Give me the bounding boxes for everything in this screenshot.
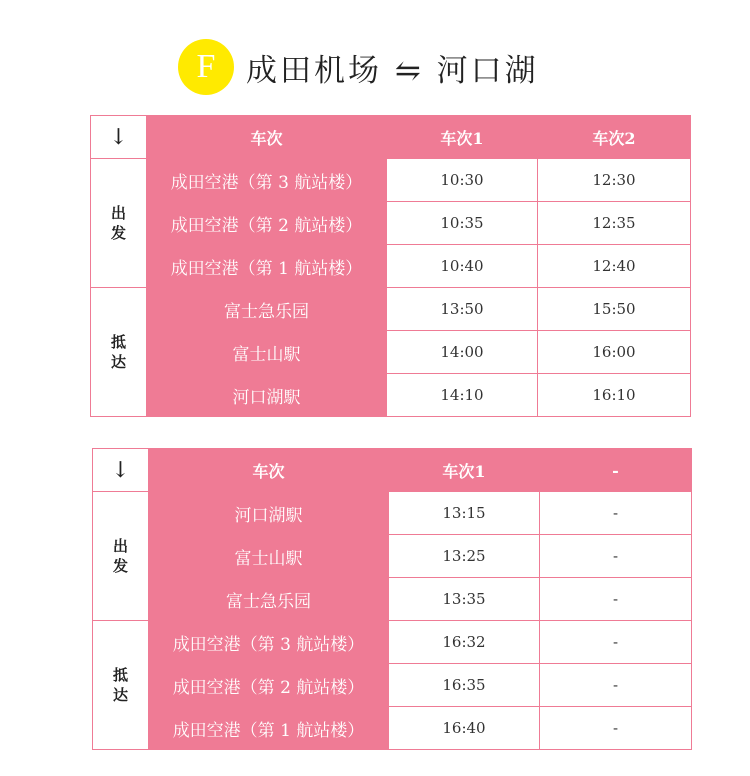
time-cell: 13:15 — [389, 492, 540, 535]
time-cell: 12:40 — [538, 245, 691, 288]
time-cell: 16:10 — [538, 374, 691, 417]
time-cell: 12:30 — [538, 159, 691, 202]
route-badge: F — [178, 39, 234, 95]
table-row — [93, 707, 692, 750]
time-cell: 10:35 — [387, 202, 538, 245]
timetable-return — [92, 448, 692, 750]
time-cell: 10:40 — [387, 245, 538, 288]
station-cell: 成田空港（第 2 航站楼） — [147, 202, 387, 245]
table-row — [91, 288, 691, 331]
down-arrow-icon: ↓ — [93, 449, 149, 492]
station-cell: 成田空港（第 3 航站楼） — [149, 621, 389, 664]
station-cell: 河口湖駅 — [147, 374, 387, 417]
time-cell: - — [540, 578, 692, 621]
table-row — [93, 621, 692, 664]
station-cell: 富士山駅 — [147, 331, 387, 374]
table-row — [91, 374, 691, 417]
station-cell: 富士急乐园 — [147, 288, 387, 331]
down-arrow-icon: ↓ — [91, 116, 147, 159]
table-row — [93, 535, 692, 578]
time-cell: - — [540, 535, 692, 578]
time-cell: 16:00 — [538, 331, 691, 374]
time-cell: - — [540, 664, 692, 707]
station-cell: 成田空港（第 1 航站楼） — [147, 245, 387, 288]
time-cell: - — [540, 621, 692, 664]
column-header-train: 车次 — [149, 449, 389, 492]
table-row — [91, 331, 691, 374]
table-row — [91, 202, 691, 245]
depart-label: 出 发 — [93, 492, 149, 621]
station-cell: 富士急乐园 — [149, 578, 389, 621]
table-row — [91, 245, 691, 288]
time-cell: 13:35 — [389, 578, 540, 621]
table-header-row — [93, 449, 692, 492]
column-header-train-1: 车次1 — [387, 116, 538, 159]
time-cell: 16:35 — [389, 664, 540, 707]
route-title: 成田机场 ⇋ 河口湖 — [246, 52, 539, 89]
table-row — [91, 159, 691, 202]
column-header-train-1: 车次1 — [389, 449, 540, 492]
timetable-outbound — [90, 115, 691, 417]
station-cell: 富士山駅 — [149, 535, 389, 578]
arrive-label: 抵 达 — [93, 621, 149, 750]
time-cell: 14:10 — [387, 374, 538, 417]
time-cell: 12:35 — [538, 202, 691, 245]
time-cell: 13:25 — [389, 535, 540, 578]
time-cell: 13:50 — [387, 288, 538, 331]
route-header — [178, 38, 539, 96]
time-cell: 16:32 — [389, 621, 540, 664]
time-cell: - — [540, 707, 692, 750]
time-cell: 16:40 — [389, 707, 540, 750]
arrive-label: 抵 达 — [91, 288, 147, 417]
station-cell: 成田空港（第 3 航站楼） — [147, 159, 387, 202]
table-row — [93, 578, 692, 621]
time-cell: 14:00 — [387, 331, 538, 374]
table-row — [93, 664, 692, 707]
column-header-train: 车次 — [147, 116, 387, 159]
station-cell: 河口湖駅 — [149, 492, 389, 535]
time-cell: - — [540, 492, 692, 535]
time-cell: 10:30 — [387, 159, 538, 202]
table-row — [93, 492, 692, 535]
depart-label: 出 发 — [91, 159, 147, 288]
time-cell: 15:50 — [538, 288, 691, 331]
station-cell: 成田空港（第 2 航站楼） — [149, 664, 389, 707]
column-header-empty: - — [540, 449, 692, 492]
column-header-train-2: 车次2 — [538, 116, 691, 159]
table-header-row — [91, 116, 691, 159]
station-cell: 成田空港（第 1 航站楼） — [149, 707, 389, 750]
